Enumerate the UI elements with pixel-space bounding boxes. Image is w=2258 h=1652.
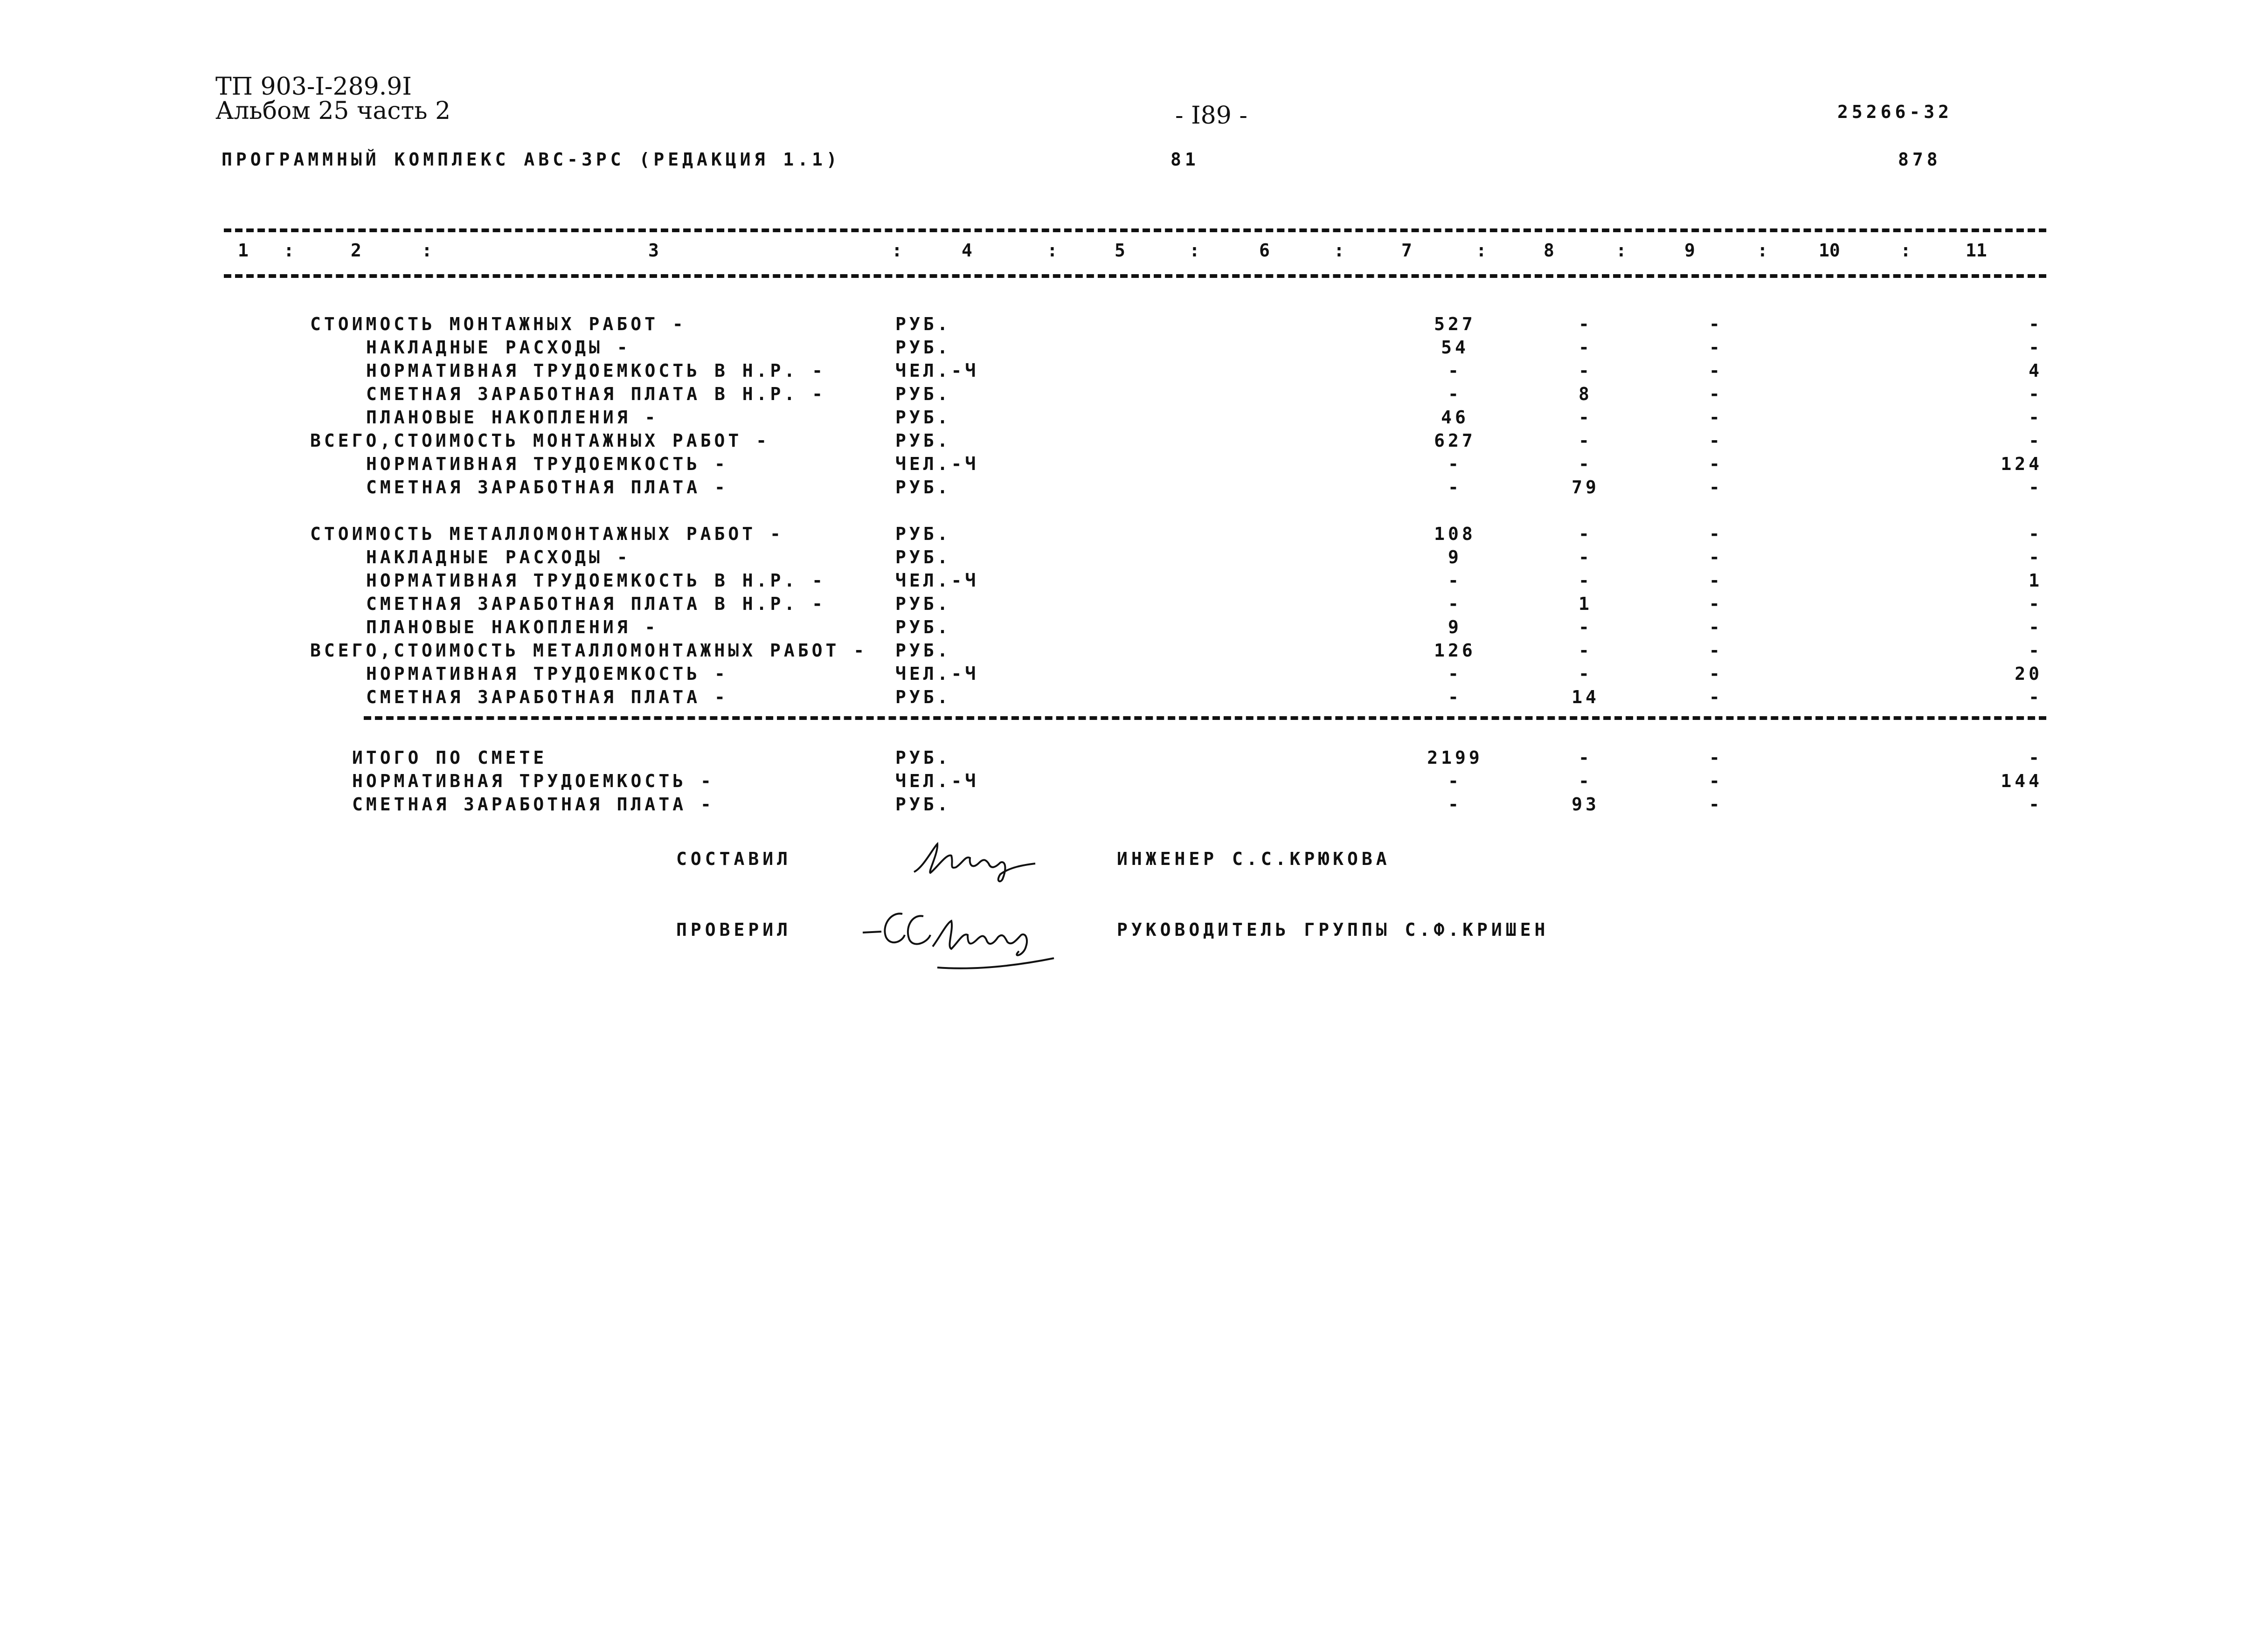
table-row (0, 639, 2258, 662)
program-code-right: 878 (1898, 149, 1941, 170)
row-col9-value: - (1709, 771, 1723, 791)
row-col7-value: - (1448, 794, 1462, 815)
table-row (0, 793, 2258, 816)
row-col11-value: - (2029, 594, 2043, 614)
row-col11-value: 20 (2015, 664, 2043, 684)
column-separator: : (422, 240, 432, 261)
row-label: СМЕТНАЯ ЗАРАБОТНАЯ ПЛАТА В Н.Р. - (366, 594, 826, 614)
row-unit: ЧЕЛ.-Ч (895, 360, 979, 381)
row-label: СМЕТНАЯ ЗАРАБОТНАЯ ПЛАТА - (366, 687, 728, 707)
table-row (0, 429, 2258, 452)
row-unit: РУБ. (895, 687, 951, 707)
row-col9-value: - (1709, 407, 1723, 428)
row-label: ПЛАНОВЫЕ НАКОПЛЕНИЯ - (366, 407, 659, 428)
page-number: - I89 - (1175, 102, 1247, 130)
row-col11-value: 144 (2001, 771, 2043, 791)
row-col9-value: - (1709, 477, 1723, 498)
row-col9-value: - (1709, 454, 1723, 474)
row-col7-value: - (1448, 360, 1462, 381)
table-row (0, 546, 2258, 569)
row-col7-value: - (1448, 570, 1462, 591)
row-col7-value: - (1448, 454, 1462, 474)
row-col11-value: - (2029, 407, 2043, 428)
row-col11-value: - (2029, 747, 2043, 768)
row-unit: РУБ. (895, 594, 951, 614)
table-row (0, 662, 2258, 685)
row-col7-value: - (1448, 384, 1462, 404)
table-row (0, 312, 2258, 336)
row-label: НОРМАТИВНАЯ ТРУДОЕМКОСТЬ В Н.Р. - (366, 360, 826, 381)
row-col7-value: - (1448, 477, 1462, 498)
row-col8-value: 8 (1579, 384, 1593, 404)
row-col8-value: - (1579, 337, 1593, 358)
checked-signature (858, 905, 1068, 984)
row-col9-value: - (1709, 747, 1723, 768)
row-col8-value: - (1579, 430, 1593, 451)
column-separator: : (1047, 240, 1058, 261)
row-col7-value: 126 (1434, 640, 1476, 661)
column-separator: : (1189, 240, 1200, 261)
row-unit: РУБ. (895, 524, 951, 544)
row-label: СТОИМОСТЬ МОНТАЖНЫХ РАБОТ - (310, 314, 686, 334)
row-unit: РУБ. (895, 747, 951, 768)
row-col8-value: - (1579, 617, 1593, 637)
compiled-by: ИНЖЕНЕР С.С.КРЮКОВА (1117, 849, 1391, 869)
table-row (0, 592, 2258, 615)
row-label: НОРМАТИВНАЯ ТРУДОЕМКОСТЬ - (366, 664, 728, 684)
row-unit: РУБ. (895, 384, 951, 404)
row-col11-value: - (2029, 384, 2043, 404)
row-col9-value: - (1709, 794, 1723, 815)
row-label: ВСЕГО,СТОИМОСТЬ МЕТАЛЛОМОНТАЖНЫХ РАБОТ - (310, 640, 868, 661)
row-unit: РУБ. (895, 547, 951, 567)
row-col7-value: 54 (1441, 337, 1469, 358)
totals-rule (364, 716, 2046, 720)
row-col11-value: - (2029, 687, 2043, 707)
row-col8-value: - (1579, 664, 1593, 684)
table-row (0, 685, 2258, 709)
row-label: ПЛАНОВЫЕ НАКОПЛЕНИЯ - (366, 617, 659, 637)
table-row (0, 522, 2258, 546)
row-col8-value: 14 (1572, 687, 1600, 707)
row-col9-value: - (1709, 664, 1723, 684)
program-code-left: 81 (1171, 149, 1199, 170)
column-number-5: 5 (1115, 240, 1125, 261)
row-label: НАКЛАДНЫЕ РАСХОДЫ - (366, 337, 631, 358)
column-separator: : (1476, 240, 1487, 261)
row-col8-value: - (1579, 570, 1593, 591)
row-col9-value: - (1709, 337, 1723, 358)
row-col11-value: - (2029, 430, 2043, 451)
row-col11-value: - (2029, 794, 2043, 815)
row-col8-value: 93 (1572, 794, 1600, 815)
table-row (0, 336, 2258, 359)
row-unit: ЧЕЛ.-Ч (895, 454, 979, 474)
column-number-1: 1 (238, 240, 249, 261)
compiled-label: СОСТАВИЛ (676, 849, 792, 869)
row-col8-value: - (1579, 314, 1593, 334)
column-number-3: 3 (648, 240, 659, 261)
column-number-8: 8 (1544, 240, 1554, 261)
row-col8-value: - (1579, 547, 1593, 567)
row-col9-value: - (1709, 547, 1723, 567)
table-row (0, 452, 2258, 476)
table-row (0, 769, 2258, 793)
column-number-4: 4 (962, 240, 972, 261)
row-col7-value: 627 (1434, 430, 1476, 451)
column-separator: : (892, 240, 902, 261)
row-col11-value: - (2029, 337, 2043, 358)
row-col7-value: 108 (1434, 524, 1476, 544)
row-col11-value: 4 (2029, 360, 2043, 381)
row-unit: РУБ. (895, 617, 951, 637)
row-col7-value: 527 (1434, 314, 1476, 334)
table-row (0, 359, 2258, 382)
row-col7-value: - (1448, 594, 1462, 614)
table-row (0, 382, 2258, 406)
row-col9-value: - (1709, 524, 1723, 544)
row-label: СМЕТНАЯ ЗАРАБОТНАЯ ПЛАТА В Н.Р. - (366, 384, 826, 404)
row-label: НАКЛАДНЫЕ РАСХОДЫ - (366, 547, 631, 567)
row-col11-value: - (2029, 617, 2043, 637)
row-col11-value: 124 (2001, 454, 2043, 474)
row-col7-value: - (1448, 771, 1462, 791)
table-row (0, 615, 2258, 639)
row-label: ИТОГО ПО СМЕТЕ (352, 747, 547, 768)
row-label: НОРМАТИВНАЯ ТРУДОЕМКОСТЬ - (352, 771, 714, 791)
column-number-6: 6 (1259, 240, 1270, 261)
row-col9-value: - (1709, 384, 1723, 404)
column-number-2: 2 (351, 240, 361, 261)
row-col7-value: 46 (1441, 407, 1469, 428)
row-col9-value: - (1709, 617, 1723, 637)
row-unit: РУБ. (895, 407, 951, 428)
row-col7-value: 2199 (1427, 747, 1483, 768)
row-col9-value: - (1709, 594, 1723, 614)
row-label: НОРМАТИВНАЯ ТРУДОЕМКОСТЬ В Н.Р. - (366, 570, 826, 591)
row-col8-value: - (1579, 747, 1593, 768)
row-unit: РУБ. (895, 337, 951, 358)
row-col11-value: - (2029, 477, 2043, 498)
row-col11-value: 1 (2029, 570, 2043, 591)
registry-number: 25266-32 (1837, 102, 1953, 122)
program-title: ПРОГРАММНЫЙ КОМПЛЕКС АВС-3РС (РЕДАКЦИЯ 1.1) (222, 149, 841, 170)
row-unit: ЧЕЛ.-Ч (895, 570, 979, 591)
table-top-rule (224, 228, 2046, 232)
table-header-rule (224, 274, 2046, 278)
row-unit: РУБ. (895, 314, 951, 334)
table-row (0, 476, 2258, 499)
row-col7-value: 9 (1448, 547, 1462, 567)
row-col7-value: 9 (1448, 617, 1462, 637)
row-unit: РУБ. (895, 794, 951, 815)
row-col9-value: - (1709, 640, 1723, 661)
column-separator: : (284, 240, 294, 261)
row-col8-value: - (1579, 454, 1593, 474)
checked-by: РУКОВОДИТЕЛЬ ГРУППЫ С.Ф.КРИШЕН (1117, 919, 1549, 940)
row-col8-value: - (1579, 360, 1593, 381)
row-col8-value: - (1579, 771, 1593, 791)
row-label: СМЕТНАЯ ЗАРАБОТНАЯ ПЛАТА - (352, 794, 714, 815)
row-col8-value: - (1579, 524, 1593, 544)
column-separator: : (1616, 240, 1627, 261)
row-unit: РУБ. (895, 430, 951, 451)
row-label: ВСЕГО,СТОИМОСТЬ МОНТАЖНЫХ РАБОТ - (310, 430, 770, 451)
row-col9-value: - (1709, 360, 1723, 381)
column-separator: : (1334, 240, 1344, 261)
row-col9-value: - (1709, 687, 1723, 707)
row-col8-value: - (1579, 407, 1593, 428)
row-col8-value: 1 (1579, 594, 1593, 614)
row-unit: ЧЕЛ.-Ч (895, 664, 979, 684)
row-col11-value: - (2029, 314, 2043, 334)
checked-label: ПРОВЕРИЛ (676, 919, 792, 940)
document-code: ТП 903-I-289.9I (215, 73, 412, 101)
table-row (0, 569, 2258, 592)
row-col9-value: - (1709, 430, 1723, 451)
row-col8-value: 79 (1572, 477, 1600, 498)
column-number-7: 7 (1401, 240, 1412, 261)
row-col8-value: - (1579, 640, 1593, 661)
album-info: Альбом 25 часть 2 (215, 97, 451, 125)
row-col11-value: - (2029, 640, 2043, 661)
row-unit: РУБ. (895, 477, 951, 498)
row-label: СМЕТНАЯ ЗАРАБОТНАЯ ПЛАТА - (366, 477, 728, 498)
row-unit: РУБ. (895, 640, 951, 661)
row-col7-value: - (1448, 664, 1462, 684)
row-col9-value: - (1709, 570, 1723, 591)
table-row (0, 406, 2258, 429)
column-number-9: 9 (1684, 240, 1695, 261)
row-label: НОРМАТИВНАЯ ТРУДОЕМКОСТЬ - (366, 454, 728, 474)
column-number-10: 10 (1819, 240, 1840, 261)
row-col7-value: - (1448, 687, 1462, 707)
row-col9-value: - (1709, 314, 1723, 334)
column-number-11: 11 (1966, 240, 1987, 261)
row-label: СТОИМОСТЬ МЕТАЛЛОМОНТАЖНЫХ РАБОТ - (310, 524, 784, 544)
row-unit: ЧЕЛ.-Ч (895, 771, 979, 791)
column-separator: : (1757, 240, 1768, 261)
compiled-signature (909, 835, 1040, 886)
row-col11-value: - (2029, 524, 2043, 544)
column-separator: : (1900, 240, 1911, 261)
table-row (0, 746, 2258, 769)
row-col11-value: - (2029, 547, 2043, 567)
